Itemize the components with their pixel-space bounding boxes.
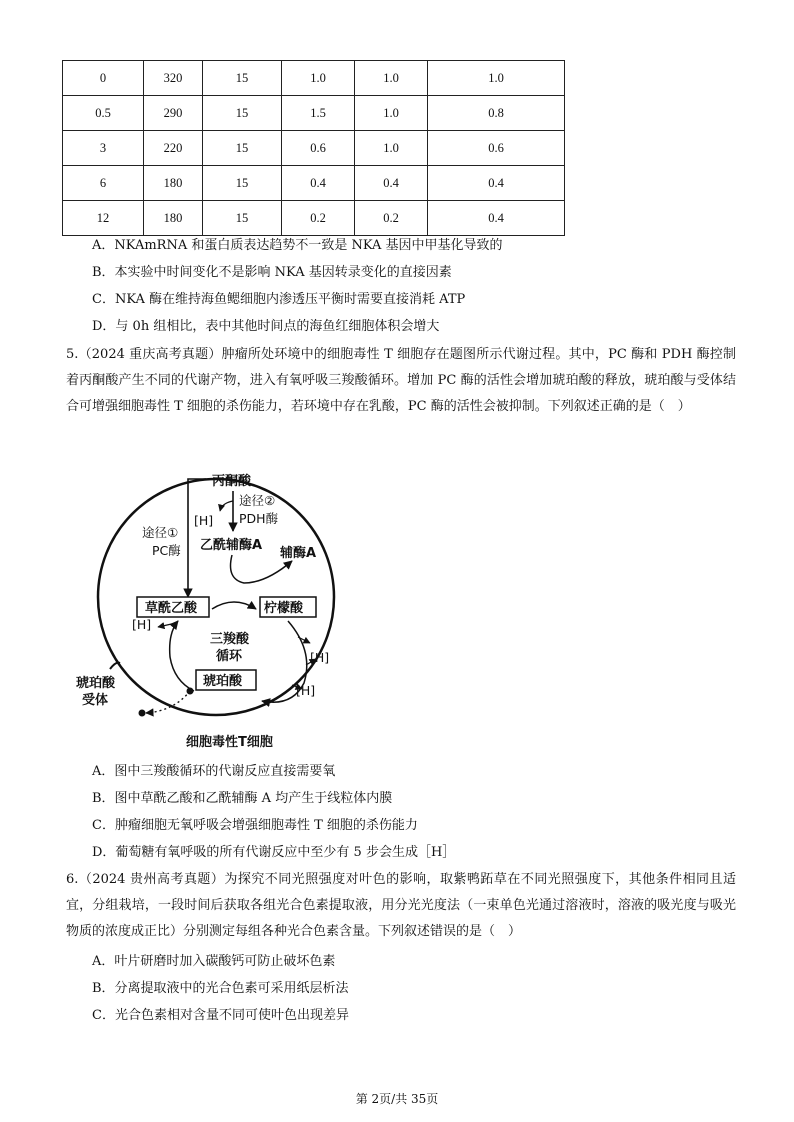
table-cell: 15 xyxy=(203,131,282,166)
table-row xyxy=(63,61,565,96)
table-cell: 290 xyxy=(144,96,203,131)
h-label-3: [H] xyxy=(296,683,316,698)
receptor-label-2: 受体 xyxy=(82,693,109,708)
table-cell: 0.5 xyxy=(63,96,144,131)
q6-option-a: A．叶片研磨时加入碳酸钙可防止破坏色素 xyxy=(92,954,336,969)
table-cell: 3 xyxy=(63,131,144,166)
table-cell: 180 xyxy=(144,166,203,201)
q5-option-c: C．肿瘤细胞无氧呼吸会增强细胞毒性 T 细胞的杀伤能力 xyxy=(92,818,418,833)
table-cell: 0.2 xyxy=(355,201,428,236)
table-cell: 0.2 xyxy=(282,201,355,236)
q4-option-c: C．NKA 酶在维持海鱼鳃细胞内渗透压平衡时需要直接消耗 ATP xyxy=(92,292,466,307)
table-row xyxy=(63,166,565,201)
h-release-arrow-1 xyxy=(220,501,233,511)
q4-option-d: D．与 0h 组相比，表中其他时间点的海鱼红细胞体积会增大 xyxy=(92,319,440,334)
oxaloacetate-to-citrate-arrow xyxy=(212,602,256,609)
q6-option-b: B．分离提取液中的光合色素可采用纸层析法 xyxy=(92,981,349,996)
tca-label-1: 三羧酸 xyxy=(210,632,250,647)
table-cell: 0.4 xyxy=(282,166,355,201)
table-cell: 0.8 xyxy=(428,96,565,131)
h-label-4: [H] xyxy=(132,617,152,632)
data-table xyxy=(62,60,565,236)
pyruvate-label: 丙酮酸 xyxy=(212,474,252,489)
q5-option-d: D．葡萄糖有氧呼吸的所有代谢反应中至少有 5 步会生成［H］ xyxy=(92,845,456,860)
q6-option-c: C．光合色素相对含量不同可使叶色出现差异 xyxy=(92,1008,349,1023)
table-cell: 0.6 xyxy=(282,131,355,166)
receptor-dot xyxy=(139,710,146,717)
table-row xyxy=(63,131,565,166)
table-cell: 1.0 xyxy=(355,96,428,131)
table-cell: 220 xyxy=(144,131,203,166)
table-cell: 1.0 xyxy=(355,131,428,166)
citrate-label: 柠檬酸 xyxy=(264,601,304,616)
h-release-arrow-5 xyxy=(158,623,176,627)
succinate-label: 琥珀酸 xyxy=(203,674,243,689)
tca-cycle-diagram xyxy=(66,433,366,753)
table-cell: 1.0 xyxy=(282,61,355,96)
table-cell: 15 xyxy=(203,96,282,131)
table-cell: 6 xyxy=(63,166,144,201)
q6-stem: 6.（2024 贵州高考真题）为探究不同光照强度对叶色的影响，取紫鸭跖草在不同光照强度下，其他条件相同且适宜，分组栽培，一段时间后获取各组光合色素提取液，用分光光度法（一束单色光通过溶液时，溶液的吸光度与吸光物质的浓度成正比）分别测定每组各种光合色素含量。下列叙述错误的是（ ） xyxy=(66,872,736,939)
coa-label: 辅酶A xyxy=(280,546,317,561)
succinate-to-oxaloacetate-arrow xyxy=(170,621,194,691)
q4-option-a: A．NKAmRNA 和蛋白质表达趋势不一致是 NKA 基因中甲基化导致的 xyxy=(92,238,503,253)
q4-option-b: B．本实验中时间变化不是影响 NKA 基因转录变化的直接因素 xyxy=(92,265,452,280)
page-footer: 第 2页/共 35页 xyxy=(355,1092,439,1106)
diagram-svg xyxy=(66,433,366,753)
acetyl-coa-label: 乙酰辅酶A xyxy=(200,538,263,553)
table-cell: 1.5 xyxy=(282,96,355,131)
table-cell: 180 xyxy=(144,201,203,236)
table-cell: 320 xyxy=(144,61,203,96)
q5-stem: 5.（2024 重庆高考真题）肿瘤所处环境中的细胞毒性 T 细胞存在题图所示代谢过程。其中，PC 酶和 PDH 酶控制着丙酮酸产生不同的代谢产物，进入有氧呼吸三羧酸循环。增加 PC 酶的活性会增加琥珀酸的释放，琥珀酸与受体结合可增强细胞毒性 T 细胞的杀伤能力，若环境中存在乳酸，PC 酶的活性会被抑制。下列叙述正确的是（ ） xyxy=(66,347,736,414)
table-cell: 0.4 xyxy=(355,166,428,201)
h-label-2: [H] xyxy=(310,650,330,665)
tca-label-2: 循环 xyxy=(216,649,243,664)
cell-label: 细胞毒性T细胞 xyxy=(186,735,273,750)
pdh-enzyme-label: PDH酶 xyxy=(239,511,279,526)
receptor-label-1: 琥珀酸 xyxy=(76,676,116,691)
table-cell: 15 xyxy=(203,166,282,201)
table-cell: 15 xyxy=(203,61,282,96)
route2-label: 途径② xyxy=(239,493,276,508)
h-label-1: [H] xyxy=(194,513,214,528)
table-cell: 12 xyxy=(63,201,144,236)
table-cell: 1.0 xyxy=(428,61,565,96)
table-row xyxy=(63,96,565,131)
table-cell: 0.4 xyxy=(428,166,565,201)
table-row xyxy=(63,201,565,236)
q5-option-b: B．图中草酰乙酸和乙酰辅酶 A 均产生于线粒体内膜 xyxy=(92,791,393,806)
table-body xyxy=(63,61,565,236)
h-release-arrow-2 xyxy=(298,637,310,643)
table-cell: 0.6 xyxy=(428,131,565,166)
receptor-shape xyxy=(110,663,120,669)
table-cell: 1.0 xyxy=(355,61,428,96)
table-cell: 15 xyxy=(203,201,282,236)
pc-enzyme-label: PC酶 xyxy=(152,543,181,558)
route1-label: 途径① xyxy=(142,525,179,540)
table-cell: 0 xyxy=(63,61,144,96)
q5-option-a: A．图中三羧酸循环的代谢反应直接需要氧 xyxy=(92,764,336,779)
table-cell: 0.4 xyxy=(428,201,565,236)
oxaloacetate-label: 草酰乙酸 xyxy=(145,601,198,616)
